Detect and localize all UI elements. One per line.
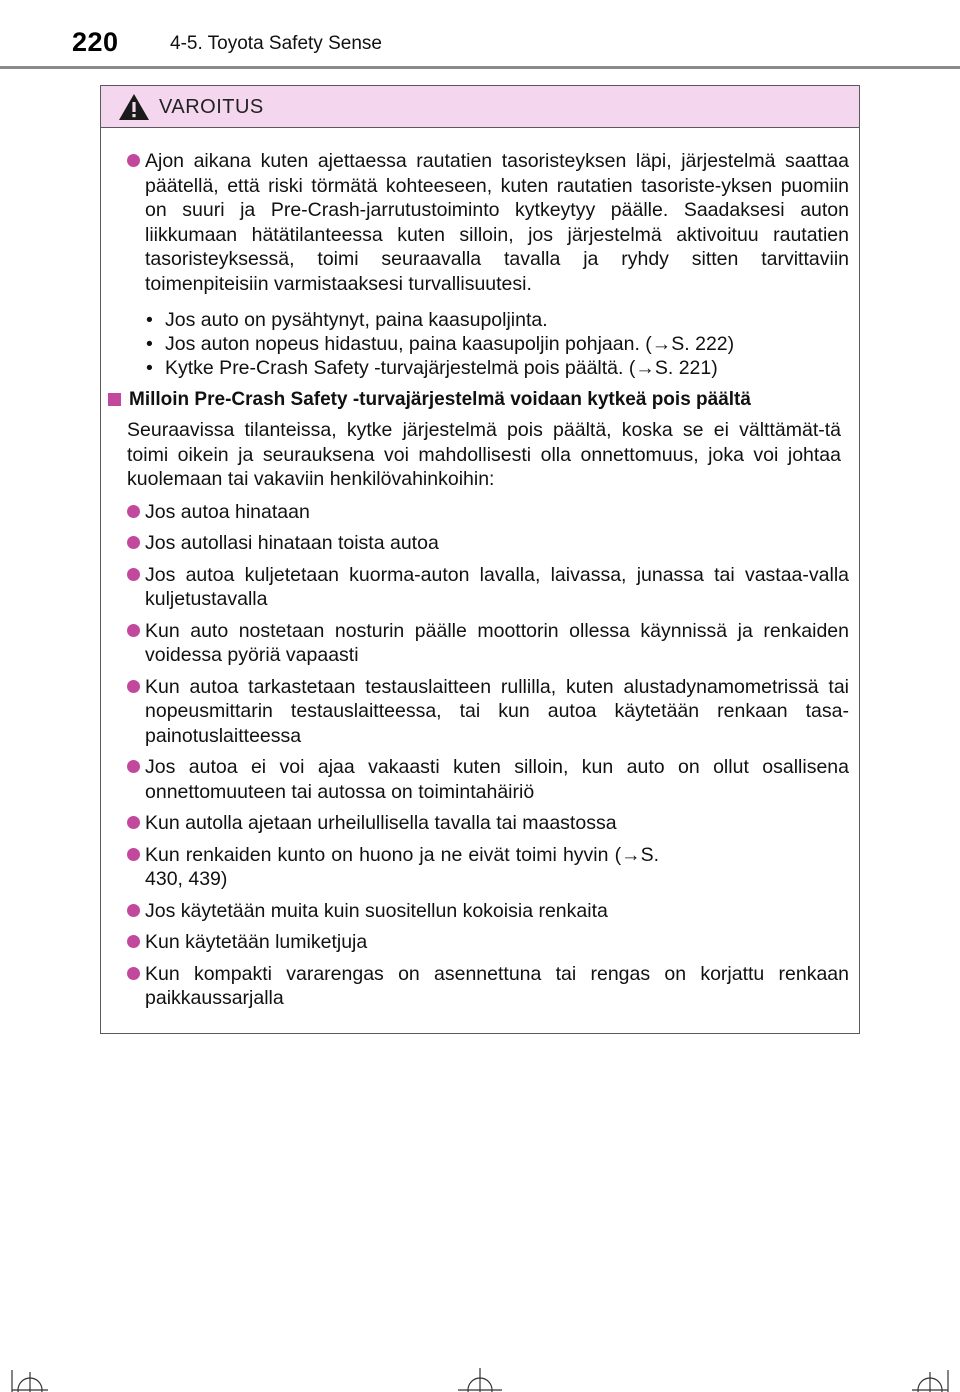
list-item: Kun renkaiden kunto on huono ja ne eivät toimi hyvin (→S. 430, 439) (101, 843, 859, 892)
bullet-dot-icon (127, 816, 140, 829)
bullet-dot-icon (127, 624, 140, 637)
section-title: 4-5. Toyota Safety Sense (170, 33, 382, 54)
main-bullet-text: Ajon aikana kuten ajettaessa rautatien tasoristeyksen läpi, järjestelmä saattaa päätellä, että riski törmätä kohteeseen, kuten rautatien tasoriste-yksen puomiin on suuri ja Pre-Crash-jarrutustoiminto kytkeytyy päälle. Saadaksesi auton liikkumaan hätätilanteessa kuten silloin, jos järjestelmä aktivoituu rautatien tasoristeyksessä, toimi seuraavalla tavalla ja ryhdy sitten tarvittaviin toimenpiteisiin varmistaaksesi turvallisuutesi. (145, 150, 849, 295)
bullet-dot-icon (127, 848, 140, 861)
list-item: Jos autoa hinataan (101, 500, 859, 525)
bullet-dot-icon (127, 568, 140, 581)
square-bullet-icon (108, 393, 121, 406)
sub-item: • Jos auton nopeus hidastuu, paina kaasupoljin pohjaan. (→S. 222) (146, 333, 735, 355)
list-item: Kun auto nostetaan nosturin päälle moottorin ollessa käynnissä ja renkaiden voidessa pyöriä vapaasti (101, 619, 859, 668)
bullet-dot-icon (127, 505, 140, 518)
bullet-dot-icon (127, 680, 140, 693)
conditions-list (101, 500, 859, 1011)
list-item: Jos autollasi hinataan toista autoa (101, 531, 859, 556)
warning-label: VAROITUS (159, 96, 264, 118)
list-item: Jos käytetään muita kuin suositellun kokoisia renkaita (101, 899, 859, 924)
list-item: Kun kompakti vararengas on asennettuna tai rengas on korjattu renkaan paikkaussarjalla (101, 962, 859, 1011)
main-bullet (101, 149, 859, 296)
page-header (0, 0, 960, 66)
subheading: Milloin Pre-Crash Safety -turvajärjestelmä voidaan kytkeä pois päältä (101, 388, 859, 412)
bullet-dot-icon (127, 154, 140, 167)
bullet-dot-icon (127, 904, 140, 917)
warning-box (100, 85, 860, 1034)
list-item: Jos autoa ei voi ajaa vakaasti kuten silloin, kun auto on ollut osallisena onnettomuuteen tai autossa on toimintahäiriö (101, 755, 859, 804)
warning-header (101, 86, 859, 128)
sub-list (101, 308, 859, 380)
list-item: Jos autoa kuljetetaan kuorma-auton lavalla, laivassa, junassa tai vastaa-valla kuljetustavalla (101, 563, 859, 612)
bullet-dot-icon (127, 967, 140, 980)
list-item: Kun käytetään lumiketjuja (101, 930, 859, 955)
warning-triangle-icon (118, 93, 150, 121)
page-number: 220 (72, 27, 119, 57)
header-rule (0, 66, 960, 69)
crop-marks (0, 1332, 960, 1392)
sub-item: • Jos auto on pysähtynyt, paina kaasupoljinta. (146, 309, 548, 331)
list-item: Kun autolla ajetaan urheilullisella tavalla tai maastossa (101, 811, 859, 836)
sub-item: • Kytke Pre-Crash Safety -turvajärjestelmä pois päältä. (→S. 221) (146, 357, 718, 379)
bullet-dot-icon (127, 760, 140, 773)
intro-paragraph: Seuraavissa tilanteissa, kytke järjestelmä pois päältä, koska se ei välttämät-tä toimi oikein ja seurauksena voi mahdollisesti olla onnettomuus, joka voi johtaa kuolemaan tai vakaviin henkilövahinkoihin: (127, 419, 841, 490)
warning-content (101, 127, 859, 1018)
bullet-dot-icon (127, 935, 140, 948)
bullet-dot-icon (127, 536, 140, 549)
list-item: Kun autoa tarkastetaan testauslaitteen rullilla, kuten alustadynamometrissä tai nopeusmittarin testauslaitteessa, tai kun autoa käytetään renkaan tasa-painotuslaitteessa (101, 675, 859, 749)
